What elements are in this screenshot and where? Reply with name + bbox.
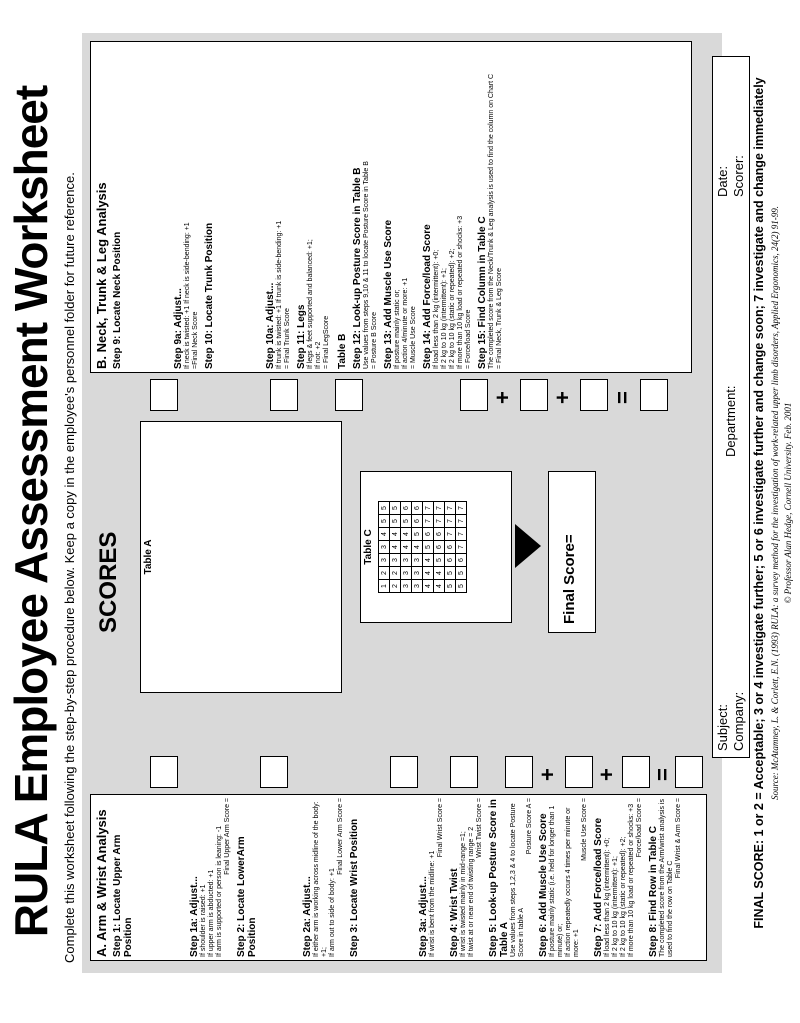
step7-text: If load less than 2 kg (intermittent): +0; If 2 kg to 10 kg (intermittent): +1; If 2 kg to 10 kg (static or repeated): +2; If more than 10 kg load or repeated or shocks: +3 <box>604 803 635 957</box>
step9a-text: If neck is twisted: +1 If neck is side-bending: +1 <box>184 222 191 369</box>
trunk-score-box[interactable] <box>270 379 298 411</box>
table-c-cell: 7 <box>423 502 434 515</box>
table-c-row <box>412 502 423 593</box>
posture-b-score-box[interactable] <box>460 379 488 411</box>
table-c-cell: 7 <box>456 502 467 515</box>
leg-score-box[interactable] <box>335 379 363 411</box>
equals-sign-neck: = <box>610 391 635 404</box>
arrow-to-final <box>515 524 541 568</box>
table-c-cell: 6 <box>434 528 445 541</box>
step1a-text: If shoulder is raised: +1 If upper arm is abducted: +1 If arm is supported or person is leaning: -1 <box>200 825 223 957</box>
step1: Step 1: Locate Upper Arm Position <box>112 834 134 957</box>
step13: Step 13: Add Muscle Use Score <box>383 219 394 369</box>
table-c-cell: 5 <box>412 528 423 541</box>
table-c-cell: 4 <box>401 528 412 541</box>
table-c-cell: 6 <box>412 515 423 528</box>
table-c-cell: 7 <box>456 515 467 528</box>
table-c-cell: 3 <box>401 580 412 593</box>
table-c-label: Table C <box>363 529 374 565</box>
table-c-row <box>423 502 434 593</box>
step15: Step 15: Find Column in Table C <box>477 216 488 369</box>
subject-info <box>712 56 750 758</box>
force-label: Force/load Score = <box>636 798 643 858</box>
table-c-cell: 6 <box>412 502 423 515</box>
table-c-cell: 1 <box>379 580 390 593</box>
instructions: Complete this worksheet following the step-by-step procedure below. Keep a copy in the employee's personnel folder for future reference. <box>62 172 77 963</box>
table-c-cell: 4 <box>412 541 423 554</box>
step8-text: The completed score from the Arm/wrist analysis is used to find the row on Table C <box>659 799 674 957</box>
table-c-cell: 5 <box>423 541 434 554</box>
table-c-row <box>390 502 401 593</box>
table-c-cell: 7 <box>445 515 456 528</box>
wrist-twist-score-box[interactable] <box>450 756 478 788</box>
table-c-cell: 7 <box>445 502 456 515</box>
plus-sign-arm-2: + <box>594 768 619 781</box>
step6-text: If posture mainly static (i.e. held for longer than 1 minute) or; If action repeatedly occurs 4 times per minute or more: +1 <box>549 805 580 957</box>
source-citation: Source: McAtamney, L. & Corlett, E.N. (1993) RULA: a survey method for the investigation of work-related upper limb disorders, Applied Ergonomics, 24(2) 91-99. <box>770 206 780 800</box>
step2a-text: If either arm is working across midline of the body: +1; If arm out to side of body: +1 <box>313 801 336 957</box>
muscle-b-label: = Muscle Use Score <box>410 306 417 369</box>
table-c-cell: 3 <box>401 554 412 567</box>
table-c-cell: 5 <box>390 515 401 528</box>
lower-arm-score-box[interactable] <box>260 756 288 788</box>
department-label: Department: <box>723 385 738 457</box>
arm-heading: A. Arm & Wrist Analysis <box>94 809 109 957</box>
neck-score-box[interactable] <box>150 379 178 411</box>
table-c-cell: 3 <box>390 554 401 567</box>
wrist-score-box[interactable] <box>390 756 418 788</box>
table-c-cell: 2 <box>390 567 401 580</box>
step13-text: If posture mainly static or; If action 4/minute or more: +1 <box>394 277 409 369</box>
neck-heading: B. Neck, Trunk & Leg Analysis <box>94 182 109 369</box>
table-c-cell: 7 <box>434 515 445 528</box>
table-c-cell: 6 <box>434 541 445 554</box>
date-label: Date: <box>715 165 730 197</box>
posture-b-label: = Posture B Score <box>371 311 378 369</box>
table-c-row <box>456 502 467 593</box>
step6: Step 6: Add Muscle Use Score <box>538 813 549 957</box>
muscle-label: Muscle Use Score = <box>581 798 588 861</box>
step12: Step 12: Look-up Posture Score in Table B <box>352 167 363 369</box>
final-wrist-label: Final Wrist Score = <box>437 798 444 858</box>
step11: Step 11: Legs <box>296 304 307 369</box>
table-c-cell: 7 <box>423 515 434 528</box>
table-c-cell: 7 <box>445 528 456 541</box>
step2: Step 2: Locate LowerArm Position <box>236 836 258 957</box>
company-label: Company: <box>731 691 746 751</box>
table-c-cell: 6 <box>445 554 456 567</box>
subject-label: Subject: <box>715 704 730 751</box>
step3a: Step 3a: Adjust... <box>418 876 429 957</box>
table-c-cell: 4 <box>390 528 401 541</box>
table-c-row <box>401 502 412 593</box>
final-neck-label: =Final Neck Score <box>192 311 199 369</box>
wrist-twist-label: Wrist Twist Score = <box>476 798 483 858</box>
table-c-cell: 4 <box>390 541 401 554</box>
force-score-box[interactable] <box>622 756 650 788</box>
table-a <box>140 421 342 693</box>
step10: Step 10: Locate Trunk Position <box>204 222 215 369</box>
plus-sign-neck-2: + <box>550 391 575 404</box>
step10a: Step 10a: Adjust... <box>265 282 276 369</box>
force-b-score-box[interactable] <box>580 379 608 411</box>
final-leg-label: = Final LegScore <box>323 315 330 369</box>
table-c-cell: 3 <box>379 541 390 554</box>
step15-text: The completed score from the Neck/Trunk & Leg analysis is used to find the column on Chart C <box>488 73 495 369</box>
table-b-label: Table B <box>337 333 348 369</box>
step9a: Step 9a: Adjust... <box>173 288 184 369</box>
page-title: RULA Employee Assessment Worksheet <box>5 85 57 938</box>
table-c-cell: 3 <box>401 567 412 580</box>
table-c-cell: 3 <box>412 567 423 580</box>
table-c-cell: 6 <box>456 554 467 567</box>
posture-a-score-box[interactable] <box>505 756 533 788</box>
step4-text: If wrist is twisted mainly in mid-range =1; If twist at or near end of twisting range = 2 <box>460 826 475 957</box>
final-lower-label: Final Lower Arm Score = <box>337 798 344 875</box>
table-c-cell: 3 <box>412 580 423 593</box>
table-c <box>360 471 512 623</box>
table-c-cell: 4 <box>379 528 390 541</box>
step9: Step 9: Locate Neck Position <box>112 231 123 369</box>
posture-a-label: Posture Score A = <box>526 798 533 855</box>
final-trunk-label: = Final Trunk Score <box>284 308 291 369</box>
final-upper-label: Final Upper Arm Score = <box>224 798 231 875</box>
final-ntl-label: = Final Neck, Trunk & Leg Score <box>496 268 503 369</box>
step8: Step 8: Find Row in Table C <box>648 826 659 957</box>
copyright: © Professor Alan Hedge, Cornell University. Feb. 2001 <box>783 402 793 604</box>
table-c-cell: 7 <box>456 541 467 554</box>
neck-trunk-section <box>90 41 692 373</box>
arm-wrist-section <box>90 794 707 961</box>
table-c-cell: 5 <box>379 515 390 528</box>
table-c-cell: 4 <box>423 580 434 593</box>
table-c-cell: 5 <box>445 580 456 593</box>
table-c-row <box>434 502 445 593</box>
step14-text: If load less than 2 kg (intermittent): +0; If 2 kg to 10 kg (intermittent): +1; If 2 kg to 10 kg (static or repeated): +2; If more than 10 kg load or repeated or shocks: +3 <box>433 215 464 369</box>
table-c-cell: 6 <box>445 541 456 554</box>
plus-sign-neck-1: + <box>490 391 515 404</box>
table-c-cell: 5 <box>445 567 456 580</box>
table-c-cell: 5 <box>456 580 467 593</box>
table-c-cell: 5 <box>401 515 412 528</box>
table-c-grid <box>378 501 467 593</box>
muscle-score-box[interactable] <box>565 756 593 788</box>
final-score-box[interactable] <box>548 471 596 633</box>
step5: Step 5: Look-up Posture Score in Table A <box>488 799 510 957</box>
final-ntl-score-box[interactable] <box>640 379 668 411</box>
table-c-cell: 2 <box>390 580 401 593</box>
upper-arm-score-box[interactable] <box>150 756 178 788</box>
table-c-cell: 7 <box>456 528 467 541</box>
table-c-row <box>379 502 390 593</box>
step3: Step 3: Locate Wrist Position <box>349 818 360 957</box>
table-c-cell: 4 <box>423 554 434 567</box>
table-c-cell: 6 <box>401 502 412 515</box>
scorer-label: Scorer: <box>731 155 746 197</box>
final-arm-score-box[interactable] <box>675 756 703 788</box>
scores-heading: SCORES <box>95 531 122 633</box>
table-c-cell: 5 <box>390 502 401 515</box>
step7: Step 7: Add Force/load Score <box>593 817 604 957</box>
final-score-legend: FINAL SCORE: 1 or 2 = Acceptable; 3 or 4 investigate further; 5 or 6 investigate further and change soon; 7 investigate and change immediately <box>752 77 766 929</box>
table-c-cell: 4 <box>434 580 445 593</box>
step5-text: Use values from steps 1,2,3 & 4 to locate Posture Score in table A <box>510 803 525 957</box>
step10a-text: If trunk is twisted: +1 If trunk is side-bending: +1 <box>276 220 283 369</box>
step1a: Step 1a: Adjust... <box>189 876 200 957</box>
step11-text: If legs & feet supported and balanced: +1; If not: +2 <box>307 239 322 369</box>
final-score-label: Final Score= <box>561 534 578 624</box>
step4: Step 4: Wrist Twist <box>449 868 460 957</box>
step12-text: Use values from steps 9,10 & 11 to locate Posture Score in Table B <box>363 161 370 369</box>
table-c-cell: 7 <box>434 502 445 515</box>
force-b-label: = Force/load Score <box>465 309 472 369</box>
step3a-text: If wrist is bent from the midline: +1 <box>429 850 436 957</box>
table-a-label: Table A <box>143 539 154 575</box>
table-c-row <box>445 502 456 593</box>
final-arm-label: Final Wrist & Arm Score = <box>675 798 682 879</box>
step2a: Step 2a: Adjust... <box>302 876 313 957</box>
table-c-cell: 5 <box>456 567 467 580</box>
equals-sign-arm: = <box>650 768 675 781</box>
table-c-cell: 3 <box>379 554 390 567</box>
table-c-cell: 3 <box>412 554 423 567</box>
table-c-cell: 4 <box>434 567 445 580</box>
table-c-cell: 6 <box>423 528 434 541</box>
table-c-cell: 4 <box>423 567 434 580</box>
plus-sign-arm-1: + <box>535 768 560 781</box>
step14: Step 14: Add Force/load Score <box>422 224 433 369</box>
table-c-cell: 4 <box>401 541 412 554</box>
table-c-cell: 5 <box>434 554 445 567</box>
table-c-cell: 2 <box>379 567 390 580</box>
table-c-cell: 5 <box>379 502 390 515</box>
muscle-b-score-box[interactable] <box>520 379 548 411</box>
